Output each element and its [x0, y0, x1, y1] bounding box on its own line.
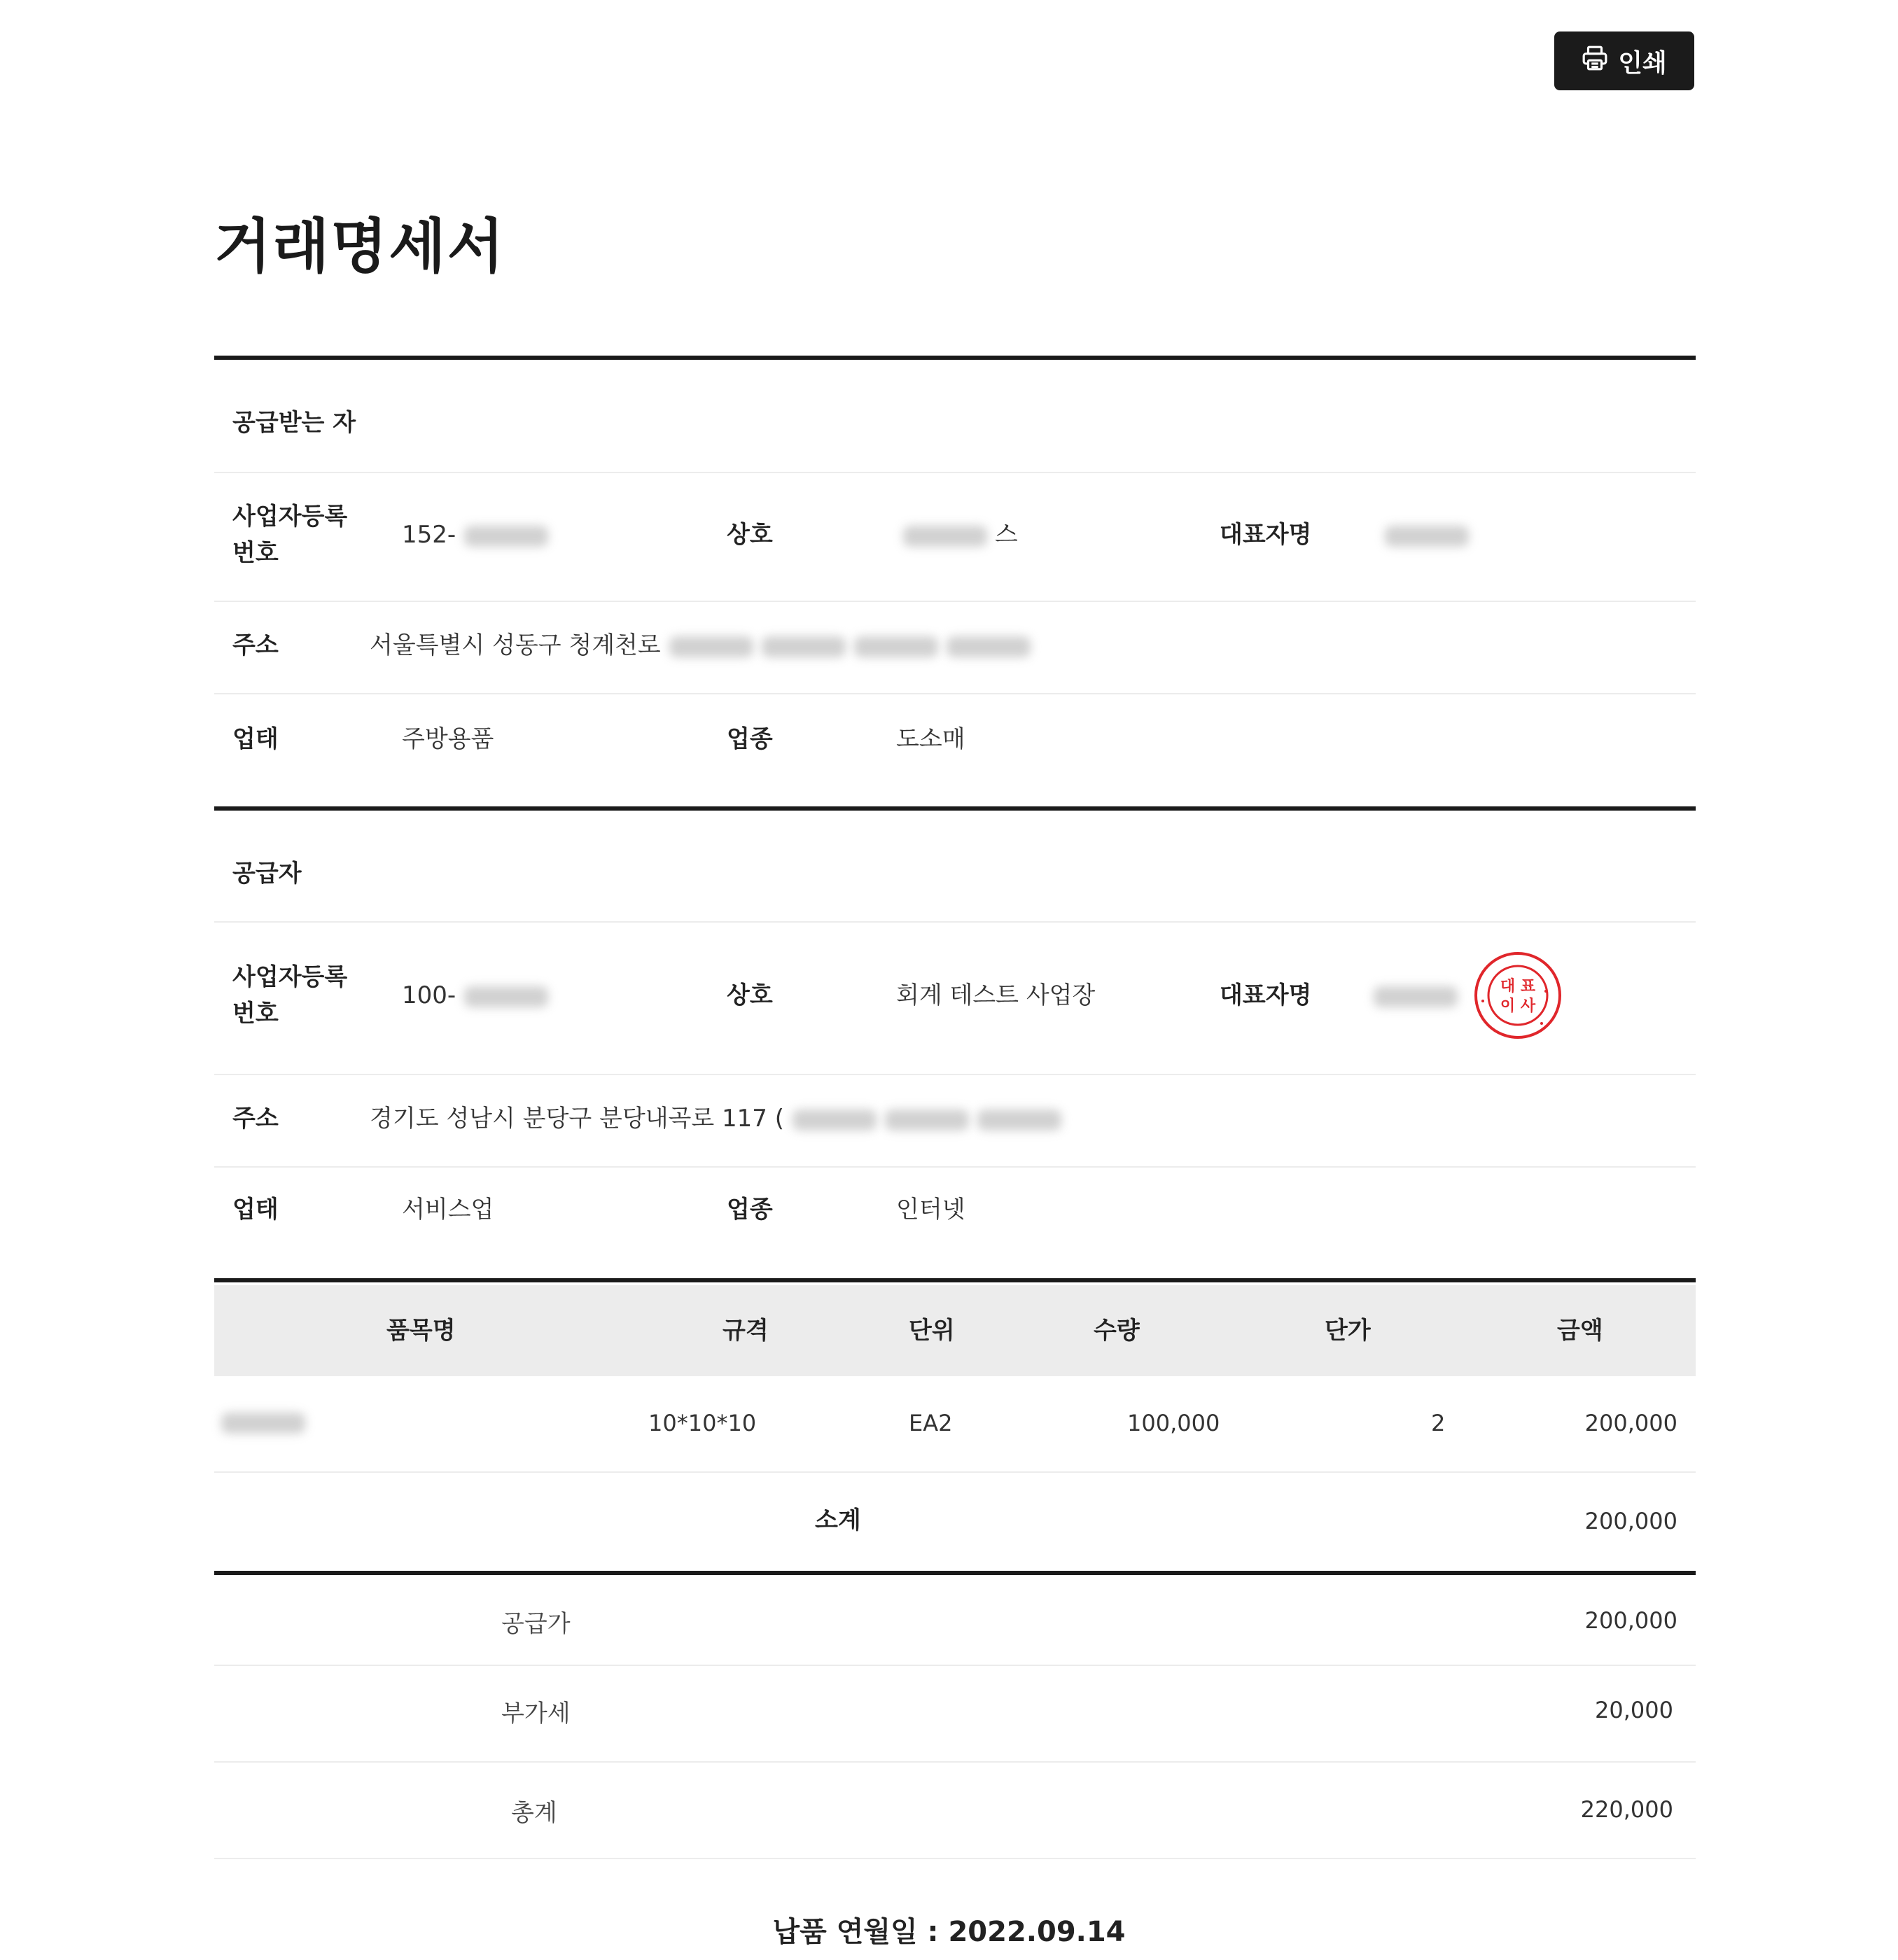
divider [214, 1665, 1696, 1666]
redacted-block [854, 636, 938, 657]
supplier-business-item-value: 인터넷 [896, 1196, 965, 1224]
vat-label: 부가세 [501, 1700, 571, 1728]
divider [214, 472, 1696, 473]
recipient-business-type-label: 업태 [232, 725, 279, 753]
redacted-block [221, 1413, 305, 1434]
supplier-address-label: 주소 [232, 1105, 279, 1133]
recipient-business-item-value: 도소매 [896, 725, 965, 753]
item-amount-cell: 200,000 [1584, 1410, 1677, 1436]
supplier-biz-no-label: 사업자등록 번호 [232, 963, 348, 1028]
redacted-block [464, 986, 548, 1007]
redacted-block [762, 636, 846, 657]
vat-value: 20,000 [1595, 1697, 1673, 1723]
column-header-quantity: 수량 [1094, 1317, 1140, 1345]
seal-text-line2: 이 사 [1500, 997, 1536, 1015]
supply-price-label: 공급가 [501, 1610, 571, 1638]
divider [214, 356, 1696, 360]
column-header-unit: 단위 [909, 1317, 955, 1345]
item-quantity-cell: 100,000 [1127, 1410, 1220, 1436]
divider [214, 1278, 1696, 1282]
recipient-ceo-label: 대표자명 [1220, 521, 1312, 549]
divider [214, 693, 1696, 694]
supplier-business-type-label: 업태 [232, 1196, 279, 1224]
supplier-section-title: 공급자 [232, 860, 302, 888]
supplier-company-value: 회계 테스트 사업장 [896, 981, 1096, 1009]
supplier-ceo-label: 대표자명 [1220, 981, 1312, 1009]
recipient-business-type-value: 주방용품 [402, 725, 494, 753]
divider [214, 601, 1696, 602]
divider [214, 806, 1696, 811]
delivery-date [0, 1910, 1898, 1949]
redacted-block [1374, 986, 1458, 1007]
recipient-address-label: 주소 [232, 631, 279, 659]
supplier-business-item-label: 업종 [727, 1196, 773, 1224]
supplier-company-label: 상호 [727, 981, 773, 1009]
divider [214, 1166, 1696, 1168]
redacted-block [464, 526, 548, 547]
total-label: 총계 [511, 1799, 557, 1827]
printer-icon [1582, 45, 1608, 78]
column-header-amount: 금액 [1557, 1317, 1603, 1345]
item-spec-cell: 10*10*10 [648, 1410, 757, 1436]
item-name-cell [221, 1408, 305, 1435]
supply-price-value: 200,000 [1584, 1607, 1677, 1634]
supplier-business-type-value: 서비스업 [402, 1196, 494, 1224]
column-header-spec: 규격 [723, 1317, 769, 1345]
redacted-block [885, 1110, 969, 1130]
supplier-ceo-value [1374, 977, 1458, 1014]
print-button-label: 인쇄 [1618, 48, 1667, 78]
divider [214, 1858, 1696, 1859]
divider [214, 1761, 1696, 1763]
subtotal-value: 200,000 [1584, 1508, 1677, 1534]
total-value: 220,000 [1580, 1796, 1673, 1823]
column-header-unit-price: 단가 [1325, 1317, 1371, 1345]
subtotal-label: 소계 [815, 1506, 861, 1534]
supplier-address-value: 경기도 성남시 분당구 분당내곡로 117 ( [370, 1100, 1061, 1137]
company-seal-stamp [1473, 951, 1563, 1040]
item-unit-price-cell: 2 [1431, 1410, 1446, 1436]
recipient-address-value: 서울특별시 성동구 청계천로 [370, 627, 1031, 664]
recipient-company-label: 상호 [727, 521, 773, 549]
recipient-biz-no-label: 사업자등록 번호 [232, 503, 348, 567]
recipient-biz-no-value: 152- [402, 517, 548, 553]
redacted-block [669, 636, 753, 657]
redacted-block [947, 636, 1031, 657]
column-header-item-name: 품목명 [386, 1317, 456, 1345]
redacted-block [977, 1110, 1061, 1130]
recipient-section-title: 공급받는 자 [232, 409, 356, 437]
items-table-header [214, 1285, 1696, 1376]
delivery-date-value: 2022.09.14 [948, 1916, 1126, 1948]
page-title: 거래명세서 [214, 212, 505, 281]
recipient-company-value: 스 [903, 517, 1018, 553]
recipient-ceo-value [1385, 517, 1469, 553]
recipient-business-item-label: 업종 [727, 725, 773, 753]
item-unit-cell: EA2 [909, 1410, 953, 1436]
print-button[interactable] [1554, 31, 1694, 90]
divider [214, 1571, 1696, 1575]
delivery-date-label: 납품 연월일 : [772, 1916, 949, 1948]
divider [214, 1074, 1696, 1075]
redacted-block [903, 526, 987, 547]
divider [214, 921, 1696, 923]
divider [214, 1471, 1696, 1473]
seal-text-line1: 대 표 [1500, 978, 1536, 995]
redacted-block [1385, 526, 1469, 547]
redacted-block [793, 1110, 877, 1130]
supplier-biz-no-value: 100- [402, 977, 548, 1014]
